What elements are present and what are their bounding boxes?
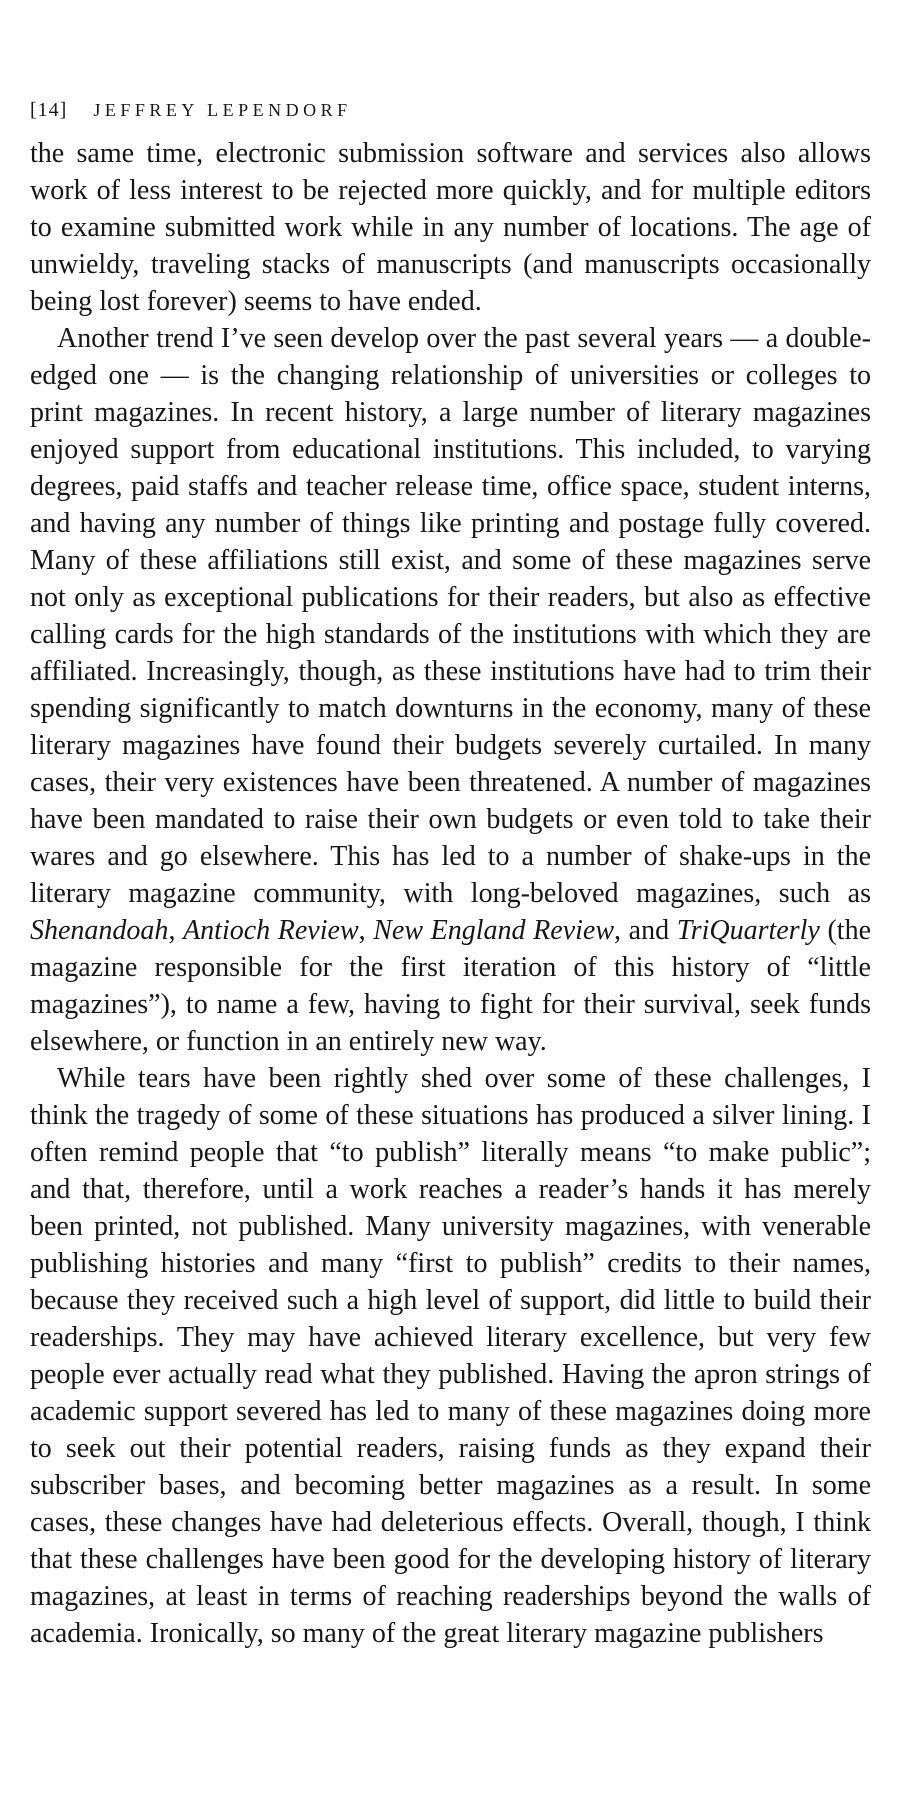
page-body <box>30 135 871 1652</box>
paragraph <box>30 320 871 1060</box>
page-number: [14] <box>30 99 68 121</box>
paragraph <box>30 1060 871 1652</box>
paragraph-text: the same time, electronic submission software and services also allows work of less interest to be rejected more quickly, and for multiple editors to examine submitted work while in any number of locations. The age of unwieldy, traveling stacks of manuscripts (and manuscripts occasionally being lost forever) seems to have ended. <box>30 138 871 317</box>
paragraph-text: , <box>358 915 374 946</box>
running-header <box>30 99 871 122</box>
paragraph-text: (the magazine responsible for the first iteration of this history of “little magazines”), to name a few, having to fight for their survival, seek funds elsewhere, or function in an entirely new way. <box>30 915 871 1057</box>
paragraph-text: , <box>168 915 184 946</box>
paragraph-text: Another trend I’ve seen develop over the past several years — a double-edged one — is the changing relationship of universities or colleges to print magazines. In recent history, a large number of literary magazines enjoyed support from educational institutions. This included, to varying degrees, paid staffs and teacher release time, office space, student interns, and having any number of things like printing and postage fully covered. Many of these affiliations still exist, and some of these magazines serve not only as exceptional publications for their readers, but also as effective calling cards for the high standards of the institutions with which they are affiliated. Increasingly, though, as these institutions have had to trim their spending significantly to match downturns in the economy, many of these literary magazines have found their budgets severely curtailed. In many cases, their very existences have been threatened. A number of magazines have been mandated to raise their own budgets or even told to take their wares and go elsewhere. This has led to a number of shake-ups in the literary magazine community, with long-beloved magazines, such as <box>30 323 871 909</box>
magazine-title-italic: Antioch Review <box>183 915 359 946</box>
paragraph <box>30 135 871 320</box>
running-header-author: JEFFREY LEPENDORF <box>93 100 352 120</box>
paragraph-text: While tears have been rightly shed over some of these challenges, I think the tragedy of some of these situations has produced a silver lining. I often remind people that “to publish” literally means “to make public”; and that, therefore, until a work reaches a reader’s hands it has merely been printed, not published. Many university magazines, with venerable publishing histories and many “first to publish” credits to their names, because they received such a high level of support, did little to build their readerships. They may have achieved literary excellence, but very few people ever actually read what they published. Having the apron strings of academic support severed has led to many of these magazines doing more to seek out their potential readers, raising funds as they expand their subscriber bases, and becoming better magazines as a result. In some cases, these changes have had deleterious effects. Overall, though, I think that these challenges have been good for the developing history of literary magazines, at least in terms of reaching readerships beyond the walls of academia. Ironically, so many of the great literary magazine publishers <box>30 1063 871 1649</box>
magazine-title-italic: New England Review <box>373 915 615 946</box>
paragraph-text: , and <box>614 915 677 946</box>
magazine-title-italic: Shenandoah <box>30 915 169 946</box>
magazine-title-italic: TriQuarterly <box>676 915 820 946</box>
